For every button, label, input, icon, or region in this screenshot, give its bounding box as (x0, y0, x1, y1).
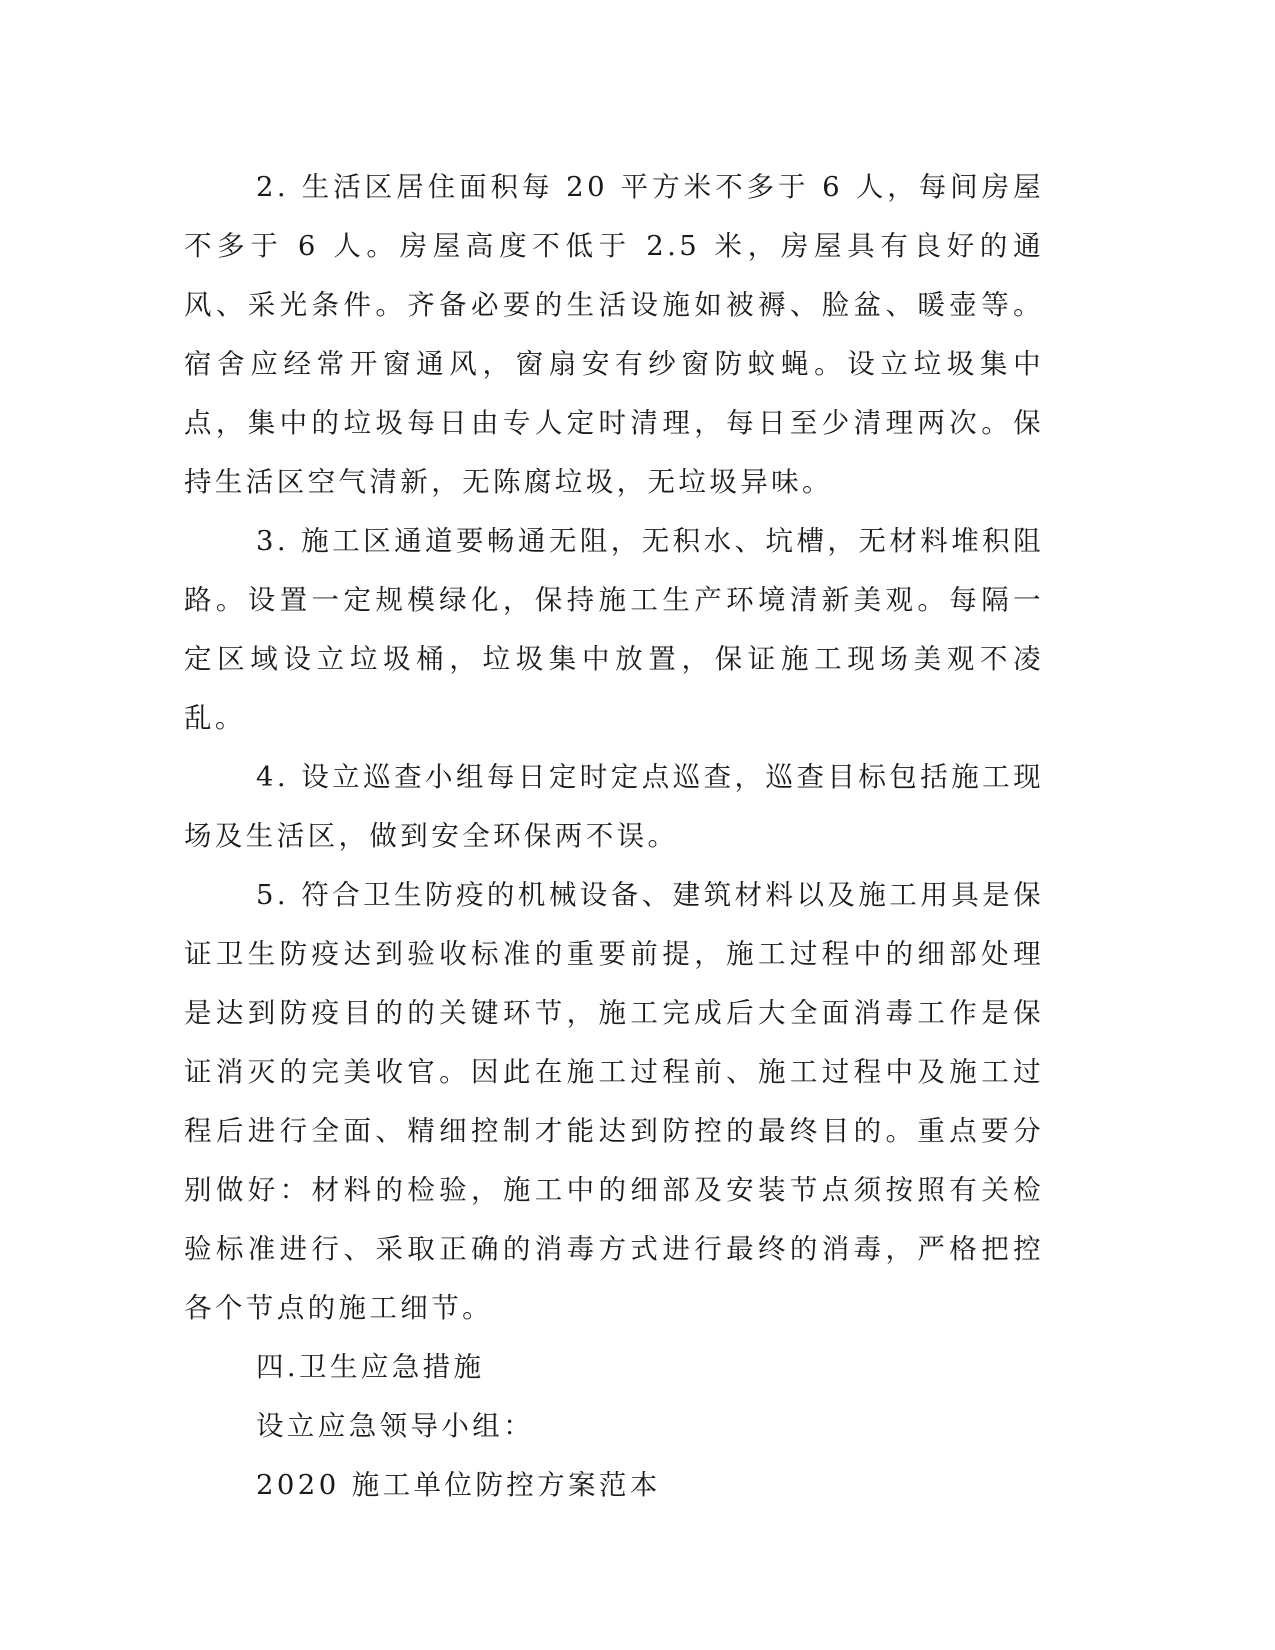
paragraph-epidemic-prevention: 5. 符合卫生防疫的机械设备、建筑材料以及施工用具是保证卫生防疫达到验收标准的重要前提，施工过程中的细部处理是达到防疫目的的关键环节，施工完成后大全面消毒工作是保证消灭的完美收官。因此在施工过程前、施工过程中及施工过程后进行全面、精细控制才能达到防控的最终目的。重点要分别做好：材料的检验，施工中的细部及安装节点须按照有关检验标准进行、采取正确的消毒方式进行最终的消毒，严格把控各个节点的施工细节。 (184, 879, 1044, 1324)
paragraph-living-area: 2. 生活区居住面积每 20 平方米不多于 6 人，每间房屋不多于 6 人。房屋高度不低于 2.5 米，房屋具有良好的通风、采光条件。齐备必要的生活设施如被褥、脸盆、暖壶等。宿舍应经常开窗通风，窗扇安有纱窗防蚊蝇。设立垃圾集中点，集中的垃圾每日由专人定时清理，每日至少清理两次。保持生活区空气清新，无陈腐垃圾，无垃圾异味。 (184, 171, 1044, 498)
footer-title: 2020 施工单位防控方案范本 (256, 1469, 661, 1501)
document-body (184, 158, 1044, 1515)
paragraph-construction-area: 3. 施工区通道要畅通无阻，无积水、坑槽，无材料堆积阻路。设置一定规模绿化，保持施工生产环境清新美观。每隔一定区域设立垃圾桶，垃圾集中放置，保证施工现场美观不凌乱。 (184, 525, 1044, 734)
section-heading: 四.卫生应急措施 (256, 1351, 485, 1383)
paragraph-inspection-team: 4. 设立巡查小组每日定时定点巡查，巡查目标包括施工现场及生活区，做到安全环保两不误。 (184, 761, 1044, 852)
subheading: 设立应急领导小组： (256, 1410, 535, 1442)
